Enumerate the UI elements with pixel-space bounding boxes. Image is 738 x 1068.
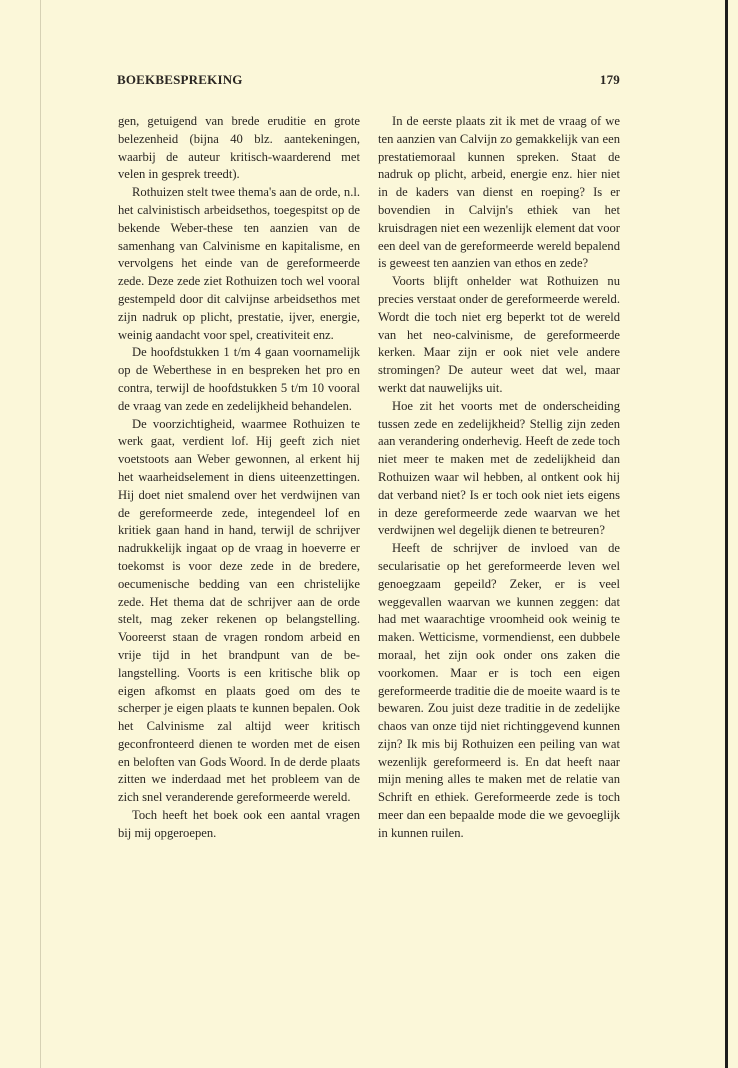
- paragraph: In de eerste plaats zit ik met de vraag of we ten aanzien van Calvijn zo gemakkelijk van een prestatiemoraal kunnen spreken. Staat de nadruk op plicht, arbeid, energie enz. hier niet in de kaders van dienst en roeping? Is er bovendien in Calvijn's ethiek van het kruisdragen niet een wezenlijk element dat voor een deel van de gereformeerde wereld bepalend is geweest ten aanzien van ethos en zede?: [378, 114, 620, 271]
- running-header: [117, 72, 620, 88]
- paragraph: De hoofdstukken 1 t/m 4 gaan voornamelijk op de Weberthese in en bespreken het pro en contra, terwijl de hoofdstukken 5 t/m 10 vooral de vraag van zede en zedelijkheid behandelen.: [118, 345, 360, 413]
- right-column: [378, 113, 620, 843]
- left-column: [118, 113, 360, 843]
- paragraph: Rothuizen stelt twee thema's aan de orde, n.l. het calvinistisch arbeidsethos, toegespitst op de bekende Weber-these ten aanzien van de samenhang van Calvinisme en kapitalisme, en vervolgens het einde van de gereformeerde zede. Deze zede ziet Rothuizen toch wel vooral gestempeld door dit calvijnse arbeidsethos met zijn nadruk op plicht, prestatie, ijver, energie, weinig aandacht voor spel, creativiteit enz.: [118, 185, 360, 342]
- page-edge-right: [725, 0, 728, 1068]
- paragraph: Hoe zit het voorts met de onderscheiding tussen zede en zedelijkheid? Stellig zijn zeden aan verandering onderhevig. Heeft de zede toch niet meer te maken met de zedelijkheid dan Rothuizen waar wil hebben, al ontkent ook hij dat verband niet? Is er toch ook niet iets eigens in deze gereformeerde zede waarvan we het verdwijnen wel degelijk dienen te betreuren?: [378, 398, 620, 538]
- page-number: 179: [599, 72, 620, 87]
- paragraph: Voorts blijft onhelder wat Rothuizen nu precies verstaat onder de gereformeerde wereld. Wordt die toch niet erg beperkt tot de wereld van het neo-calvinisme, de gereformeerde kerken. Maar zijn er ook niet vele andere stromingen? De auteur weet dat wel, maar werkt dat nauwelijks uit.: [378, 274, 620, 395]
- paragraph: Toch heeft het boek ook een aantal vragen bij mij opgeroepen.: [118, 808, 360, 840]
- paragraph: De voorzichtigheid, waarmee Rothuizen te werk gaat, verdient lof. Hij geeft zich niet voetstoots aan Weber gewonnen, al erkent hij het waarheidselement in diens uiteenzettingen. Hij doet niet smalend over het verdwijnen van de gereformeerde zede, integendeel lof en kritiek gaan hand in hand, terwijl de schrijver nadrukkelijk ingaat op de vraag in hoeverre er toekomst is voor deze zede in de bredere, oecumenische bedding van een christelijke zede. Het thema dat de schrijver aan de orde stelt, mag zeker rekenen op belangstelling. Vooreerst staan de vragen rondom arbeid en vrije tijd in het brandpunt van de belangstelling. Voorts is een kritische blik op eigen afkomst en plaats goed om des te scherper je eigen plaats te kunnen bepalen. Ook het Calvinisme zal altijd weer kritisch geconfronteerd dienen te worden met de eisen en beloften van Gods Woord. In de derde plaats zitten we inderdaad met het probleem van de zich snel veranderende gereformeerde wereld.: [118, 416, 360, 805]
- page-edge-left: [40, 0, 41, 1068]
- paragraph: Heeft de schrijver de invloed van de secularisatie op het gereformeerde leven wel genoegzaam gepeild? Zeker, er is veel weggevallen waarvan we kunnen zeggen: dat had met waarachtige vroomheid ook weinig te maken. Wetticisme, vormendienst, een dubbele moraal, het zijn ook onder ons zaken die voorkomen. Maar er is toch een eigen gereformeerde traditie die de moeite waard is te bewaren. Zou juist deze traditie in de zedelijke chaos van onze tijd niet richtinggevend kunnen zijn? Ik mis bij Rothuizen een peiling van wat wezenlijk gereformeerd is. En dat heeft naar mijn mening alles te maken met de relatie van Schrift en ethiek. Gereformeerde zede is toch meer dan een bepaalde mode die we gevoeglijk in kunnen ruilen.: [378, 541, 620, 840]
- running-title: BOEKBESPREKING: [117, 72, 243, 87]
- paragraph: gen, getuigend van brede eruditie en grote belezenheid (bijna 40 blz. aantekeningen, waarbij de auteur kritisch-waarderend met velen in gesprek treedt).: [118, 114, 360, 182]
